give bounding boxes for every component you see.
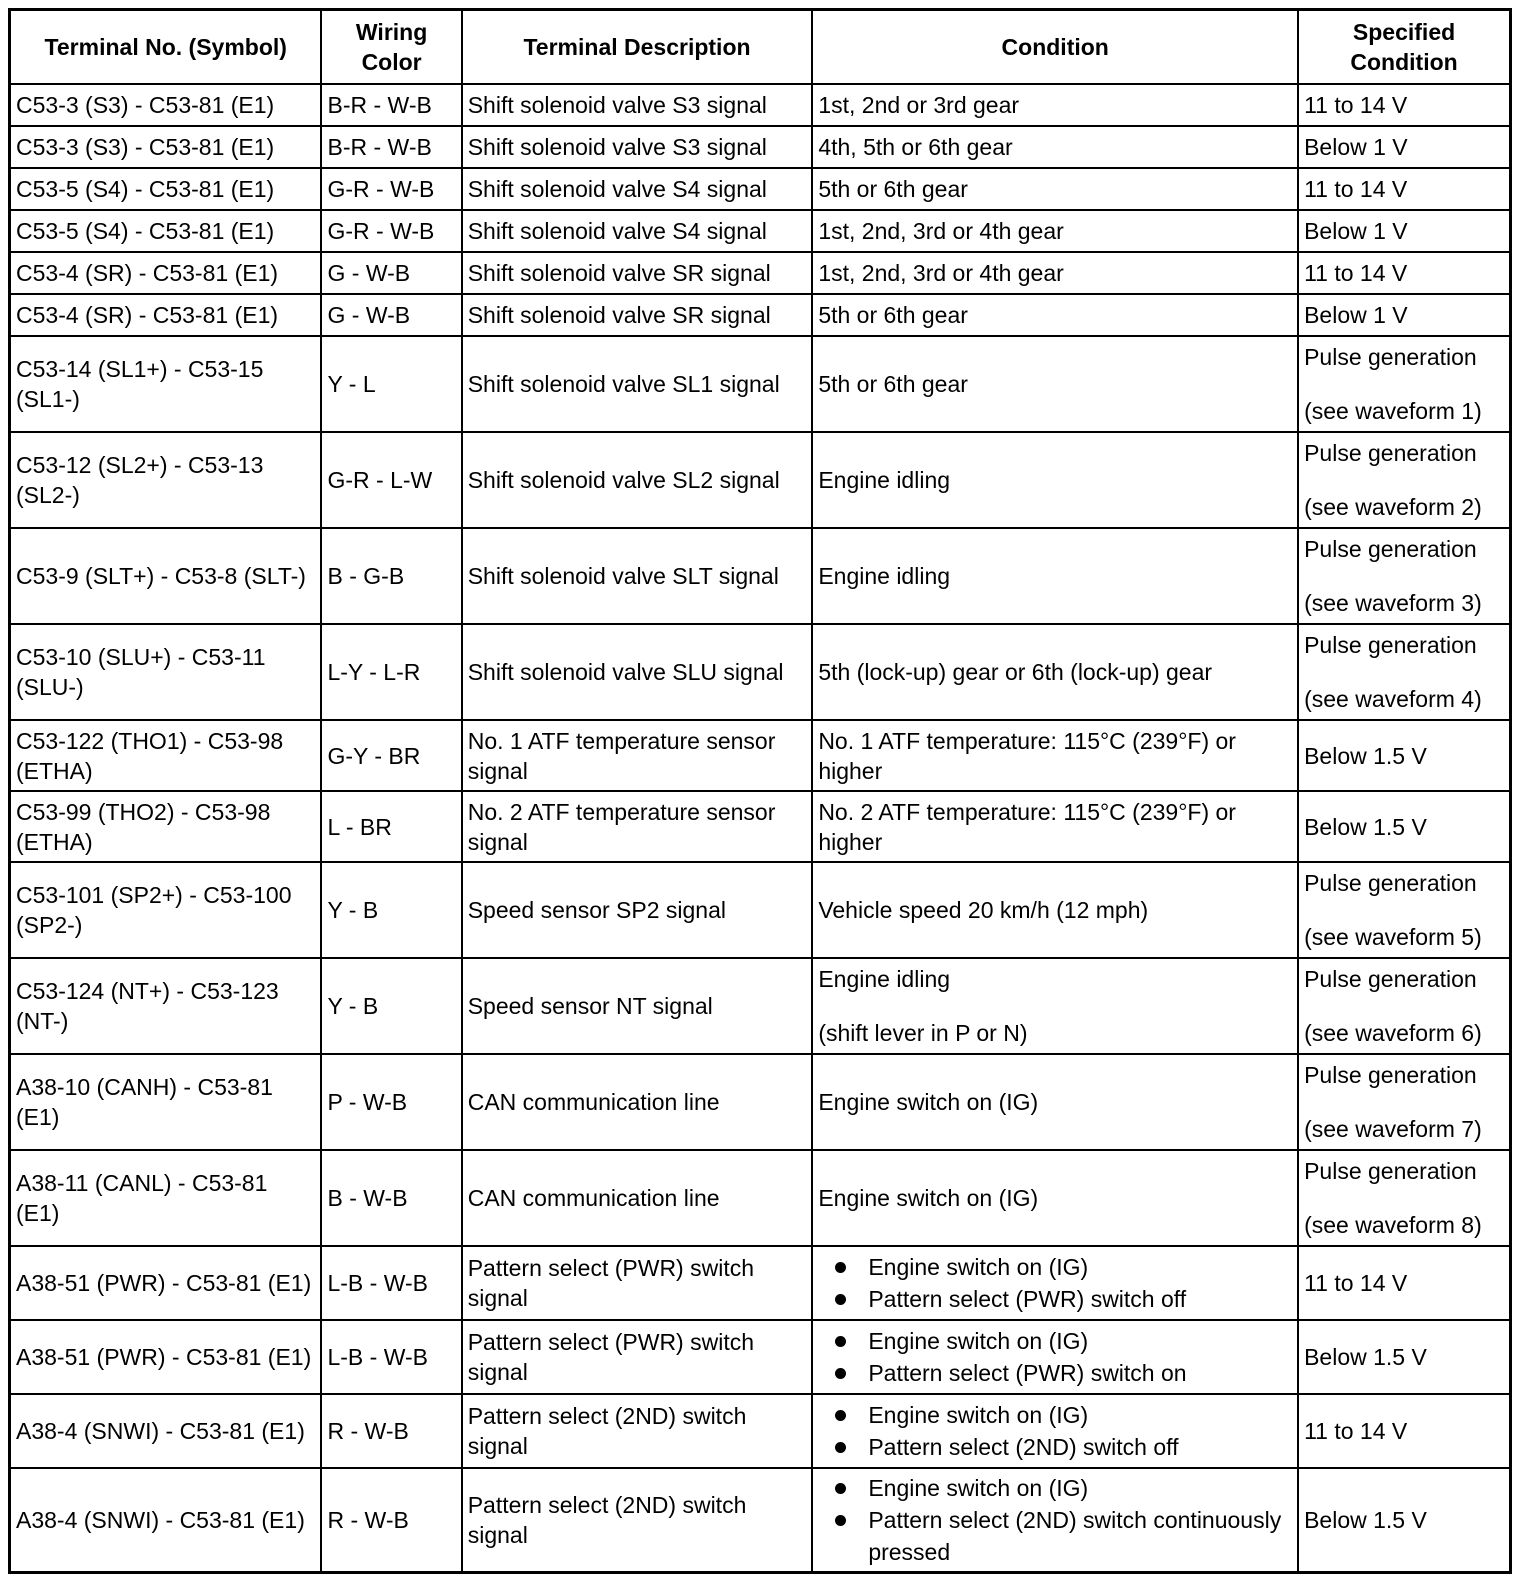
- terminal-cell: C53-12 (SL2+) - C53-13 (SL2-): [10, 432, 322, 528]
- condition-cell: [812, 1320, 1298, 1394]
- specified-line: Pulse generation: [1304, 966, 1477, 992]
- terminal-cell: C53-124 (NT+) - C53-123 (NT-): [10, 958, 322, 1054]
- specified-line: Pulse generation: [1304, 1062, 1477, 1088]
- specified-line: (see waveform 1): [1304, 398, 1482, 424]
- description-cell: Shift solenoid valve SL2 signal: [462, 432, 813, 528]
- table-header-row: [10, 10, 1511, 85]
- terminal-cell: C53-10 (SLU+) - C53-11 (SLU-): [10, 624, 322, 720]
- specified-condition-cell: [1298, 432, 1510, 528]
- wiring-color-cell: B-R - W-B: [321, 84, 461, 126]
- table-row: [10, 1394, 1511, 1468]
- terminal-cell: C53-5 (S4) - C53-81 (E1): [10, 168, 322, 210]
- description-cell: Shift solenoid valve S4 signal: [462, 210, 813, 252]
- specified-condition-cell: 11 to 14 V: [1298, 252, 1510, 294]
- description-cell: Speed sensor NT signal: [462, 958, 813, 1054]
- header-condition: Condition: [812, 10, 1298, 85]
- terminal-cell: A38-4 (SNWI) - C53-81 (E1): [10, 1394, 322, 1468]
- table-row: [10, 528, 1511, 624]
- condition-cell: Engine idling: [812, 432, 1298, 528]
- specified-line: Pulse generation: [1304, 440, 1477, 466]
- description-cell: Shift solenoid valve SLU signal: [462, 624, 813, 720]
- specified-condition-cell: 11 to 14 V: [1298, 1246, 1510, 1320]
- wiring-color-cell: R - W-B: [321, 1468, 461, 1573]
- header-wiring-color: Wiring Color: [321, 10, 461, 85]
- description-cell: Shift solenoid valve SLT signal: [462, 528, 813, 624]
- specified-line: (see waveform 5): [1304, 924, 1482, 950]
- wiring-color-cell: G-R - W-B: [321, 168, 461, 210]
- condition-cell: 1st, 2nd or 3rd gear: [812, 84, 1298, 126]
- specified-condition-cell: [1298, 624, 1510, 720]
- description-cell: Shift solenoid valve S4 signal: [462, 168, 813, 210]
- table-row: [10, 1150, 1511, 1246]
- table-row: [10, 294, 1511, 336]
- wiring-color-cell: G-Y - BR: [321, 720, 461, 791]
- wiring-color-cell: L-B - W-B: [321, 1320, 461, 1394]
- terminal-cell: C53-3 (S3) - C53-81 (E1): [10, 84, 322, 126]
- terminal-inspection-table: [8, 8, 1512, 1574]
- wiring-color-cell: P - W-B: [321, 1054, 461, 1150]
- condition-cell: 5th or 6th gear: [812, 168, 1298, 210]
- specified-condition-cell: Below 1 V: [1298, 126, 1510, 168]
- description-cell: Pattern select (2ND) switch signal: [462, 1468, 813, 1573]
- condition-cell: No. 1 ATF temperature: 115°C (239°F) or higher: [812, 720, 1298, 791]
- wiring-color-cell: G-R - W-B: [321, 210, 461, 252]
- terminal-cell: C53-3 (S3) - C53-81 (E1): [10, 126, 322, 168]
- condition-cell: 5th or 6th gear: [812, 294, 1298, 336]
- wiring-color-cell: G-R - L-W: [321, 432, 461, 528]
- wiring-color-cell: G - W-B: [321, 252, 461, 294]
- specified-condition-cell: [1298, 862, 1510, 958]
- table-row: [10, 1320, 1511, 1394]
- terminal-cell: C53-9 (SLT+) - C53-8 (SLT-): [10, 528, 322, 624]
- specified-condition-cell: [1298, 1054, 1510, 1150]
- condition-cell: 1st, 2nd, 3rd or 4th gear: [812, 252, 1298, 294]
- condition-bullet-item: Engine switch on (IG): [818, 1472, 1292, 1504]
- table-row: [10, 168, 1511, 210]
- terminal-cell: C53-14 (SL1+) - C53-15 (SL1-): [10, 336, 322, 432]
- description-cell: CAN communication line: [462, 1054, 813, 1150]
- specified-line: Pulse generation: [1304, 1158, 1477, 1184]
- condition-cell: Engine switch on (IG): [812, 1054, 1298, 1150]
- specified-line: (see waveform 3): [1304, 590, 1482, 616]
- specified-line: (see waveform 6): [1304, 1020, 1482, 1046]
- specified-condition-cell: 11 to 14 V: [1298, 1394, 1510, 1468]
- description-cell: Shift solenoid valve SR signal: [462, 252, 813, 294]
- wiring-color-cell: L - BR: [321, 791, 461, 862]
- condition-bullet-list: [818, 1399, 1292, 1463]
- description-cell: Shift solenoid valve S3 signal: [462, 126, 813, 168]
- specified-condition-cell: [1298, 336, 1510, 432]
- specified-line: (see waveform 7): [1304, 1116, 1482, 1142]
- wiring-color-cell: L-B - W-B: [321, 1246, 461, 1320]
- table-row: [10, 1054, 1511, 1150]
- table-row: [10, 252, 1511, 294]
- condition-bullet-list: [818, 1472, 1292, 1568]
- terminal-cell: A38-4 (SNWI) - C53-81 (E1): [10, 1468, 322, 1573]
- terminal-cell: C53-99 (THO2) - C53-98 (ETHA): [10, 791, 322, 862]
- condition-bullet-item: Engine switch on (IG): [818, 1325, 1292, 1357]
- terminal-cell: A38-10 (CANH) - C53-81 (E1): [10, 1054, 322, 1150]
- description-cell: No. 2 ATF temperature sensor signal: [462, 791, 813, 862]
- specified-line: Pulse generation: [1304, 536, 1477, 562]
- condition-cell: [812, 958, 1298, 1054]
- table-row: [10, 432, 1511, 528]
- specified-line: (see waveform 4): [1304, 686, 1482, 712]
- terminal-cell: C53-101 (SP2+) - C53-100 (SP2-): [10, 862, 322, 958]
- table-row: [10, 126, 1511, 168]
- header-terminal: Terminal No. (Symbol): [10, 10, 322, 85]
- condition-cell: 4th, 5th or 6th gear: [812, 126, 1298, 168]
- terminal-cell: C53-122 (THO1) - C53-98 (ETHA): [10, 720, 322, 791]
- table-row: [10, 84, 1511, 126]
- condition-cell: Engine switch on (IG): [812, 1150, 1298, 1246]
- terminal-cell: A38-51 (PWR) - C53-81 (E1): [10, 1320, 322, 1394]
- wiring-color-cell: B - W-B: [321, 1150, 461, 1246]
- wiring-color-cell: B-R - W-B: [321, 126, 461, 168]
- description-cell: Speed sensor SP2 signal: [462, 862, 813, 958]
- description-cell: Shift solenoid valve SL1 signal: [462, 336, 813, 432]
- specified-line: Pulse generation: [1304, 870, 1477, 896]
- specified-condition-cell: Below 1.5 V: [1298, 1320, 1510, 1394]
- condition-line: Engine idling: [818, 966, 951, 992]
- table-row: [10, 1468, 1511, 1573]
- wiring-color-cell: R - W-B: [321, 1394, 461, 1468]
- description-cell: Pattern select (PWR) switch signal: [462, 1320, 813, 1394]
- table-row: [10, 958, 1511, 1054]
- condition-cell: Vehicle speed 20 km/h (12 mph): [812, 862, 1298, 958]
- terminal-cell: A38-11 (CANL) - C53-81 (E1): [10, 1150, 322, 1246]
- header-specified-condition: Specified Condition: [1298, 10, 1510, 85]
- specified-condition-cell: [1298, 958, 1510, 1054]
- terminal-cell: C53-4 (SR) - C53-81 (E1): [10, 294, 322, 336]
- condition-bullet-item: Engine switch on (IG): [818, 1251, 1292, 1283]
- terminal-cell: C53-4 (SR) - C53-81 (E1): [10, 252, 322, 294]
- table-row: [10, 336, 1511, 432]
- condition-cell: 5th or 6th gear: [812, 336, 1298, 432]
- wiring-color-cell: Y - B: [321, 862, 461, 958]
- condition-bullet-item: Pattern select (2ND) switch off: [818, 1431, 1292, 1463]
- description-cell: Shift solenoid valve S3 signal: [462, 84, 813, 126]
- table-row: [10, 720, 1511, 791]
- description-cell: No. 1 ATF temperature sensor signal: [462, 720, 813, 791]
- wiring-color-cell: B - G-B: [321, 528, 461, 624]
- specified-line: (see waveform 8): [1304, 1212, 1482, 1238]
- specified-condition-cell: 11 to 14 V: [1298, 168, 1510, 210]
- condition-cell: 5th (lock-up) gear or 6th (lock-up) gear: [812, 624, 1298, 720]
- condition-bullet-list: [818, 1325, 1292, 1389]
- specified-line: Pulse generation: [1304, 344, 1477, 370]
- condition-cell: No. 2 ATF temperature: 115°C (239°F) or higher: [812, 791, 1298, 862]
- terminal-cell: A38-51 (PWR) - C53-81 (E1): [10, 1246, 322, 1320]
- description-cell: Pattern select (PWR) switch signal: [462, 1246, 813, 1320]
- table-row: [10, 624, 1511, 720]
- specified-condition-cell: Below 1.5 V: [1298, 1468, 1510, 1573]
- wiring-color-cell: Y - L: [321, 336, 461, 432]
- condition-line: (shift lever in P or N): [818, 1020, 1028, 1046]
- description-cell: Pattern select (2ND) switch signal: [462, 1394, 813, 1468]
- condition-cell: [812, 1394, 1298, 1468]
- description-cell: Shift solenoid valve SR signal: [462, 294, 813, 336]
- specified-condition-cell: Below 1.5 V: [1298, 720, 1510, 791]
- specified-condition-cell: Below 1 V: [1298, 210, 1510, 252]
- header-terminal-description: Terminal Description: [462, 10, 813, 85]
- table-row: [10, 791, 1511, 862]
- table-row: [10, 1246, 1511, 1320]
- table-row: [10, 210, 1511, 252]
- wiring-color-cell: Y - B: [321, 958, 461, 1054]
- condition-bullet-item: Engine switch on (IG): [818, 1399, 1292, 1431]
- wiring-color-cell: L-Y - L-R: [321, 624, 461, 720]
- specified-line: Pulse generation: [1304, 632, 1477, 658]
- specified-condition-cell: 11 to 14 V: [1298, 84, 1510, 126]
- specified-line: (see waveform 2): [1304, 494, 1482, 520]
- specified-condition-cell: Below 1.5 V: [1298, 791, 1510, 862]
- condition-bullet-item: Pattern select (PWR) switch off: [818, 1283, 1292, 1315]
- condition-cell: [812, 1246, 1298, 1320]
- table-row: [10, 862, 1511, 958]
- condition-bullet-item: Pattern select (PWR) switch on: [818, 1357, 1292, 1389]
- terminal-cell: C53-5 (S4) - C53-81 (E1): [10, 210, 322, 252]
- specified-condition-cell: [1298, 528, 1510, 624]
- condition-bullet-list: [818, 1251, 1292, 1315]
- condition-cell: [812, 1468, 1298, 1573]
- wiring-color-cell: G - W-B: [321, 294, 461, 336]
- condition-cell: 1st, 2nd, 3rd or 4th gear: [812, 210, 1298, 252]
- specified-condition-cell: [1298, 1150, 1510, 1246]
- condition-bullet-item: Pattern select (2ND) switch continuously pressed: [818, 1504, 1292, 1568]
- specified-condition-cell: Below 1 V: [1298, 294, 1510, 336]
- condition-cell: Engine idling: [812, 528, 1298, 624]
- description-cell: CAN communication line: [462, 1150, 813, 1246]
